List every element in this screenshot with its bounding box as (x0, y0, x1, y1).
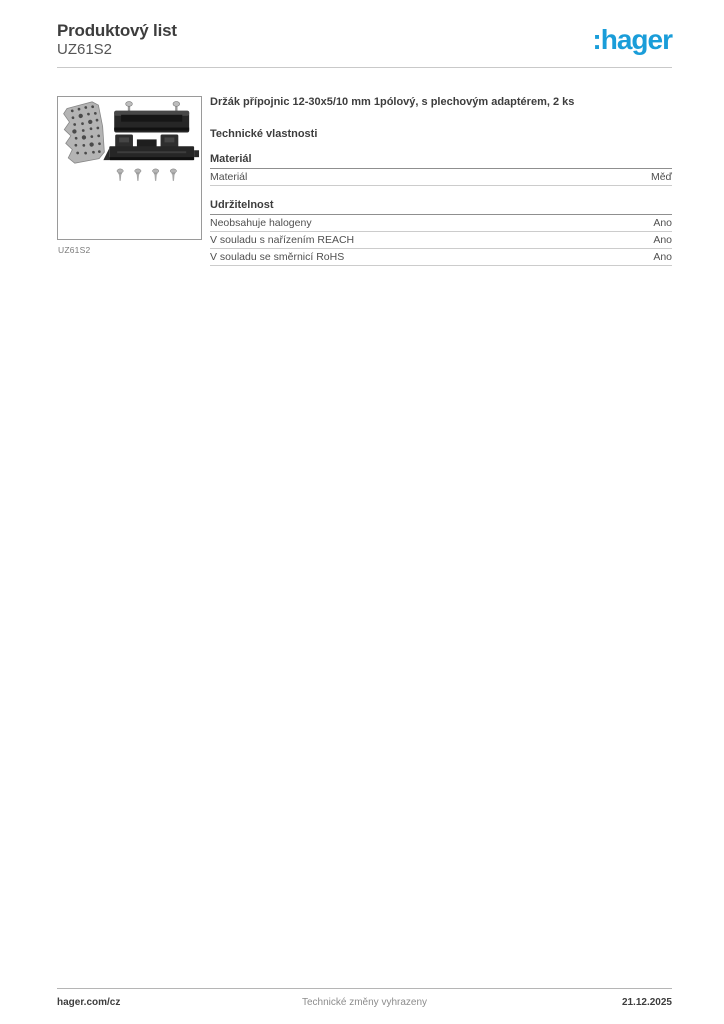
page-title: Produktový list (57, 21, 177, 40)
busbar-holder-drawing (58, 97, 201, 239)
spec-value: Ano (653, 217, 672, 229)
product-code: UZ61S2 (57, 41, 113, 58)
spec-label: V souladu se směrnicí RoHS (210, 251, 345, 263)
header-divider (57, 67, 672, 68)
footer-disclaimer: Technické změny vyhrazeny (301, 997, 428, 1008)
spec-row (210, 249, 672, 266)
technical-properties-heading: Technické vlastnosti (210, 128, 318, 140)
spec-group-title: Materiál (210, 153, 672, 169)
footer-date: 21.12.2025 (621, 997, 672, 1008)
footer-website-link[interactable]: hager.com/cz (57, 997, 121, 1008)
spec-value: Ano (653, 234, 672, 246)
spec-row (210, 232, 672, 249)
spec-value: Měď (650, 171, 672, 183)
main-content (210, 96, 672, 266)
spec-group-sustainability (210, 199, 672, 266)
product-image (57, 96, 202, 240)
spec-group-material (210, 153, 672, 186)
spec-group-title: Udržitelnost (210, 199, 672, 215)
product-image-caption: UZ61S2 (58, 245, 91, 255)
spec-row (210, 215, 672, 232)
product-description: Držák přípojnic 12-30x5/10 mm 1pólový, s plechovým adaptérem, 2 ks (210, 96, 575, 108)
spec-value: Ano (653, 251, 672, 263)
spec-label: Materiál (210, 171, 248, 183)
footer-divider (57, 988, 672, 989)
spec-row (210, 169, 672, 186)
spec-label: Neobsahuje halogeny (210, 217, 312, 229)
hager-logo: :hager (592, 24, 672, 55)
spec-groups (210, 153, 672, 266)
spec-label: V souladu s nařízením REACH (210, 234, 355, 246)
